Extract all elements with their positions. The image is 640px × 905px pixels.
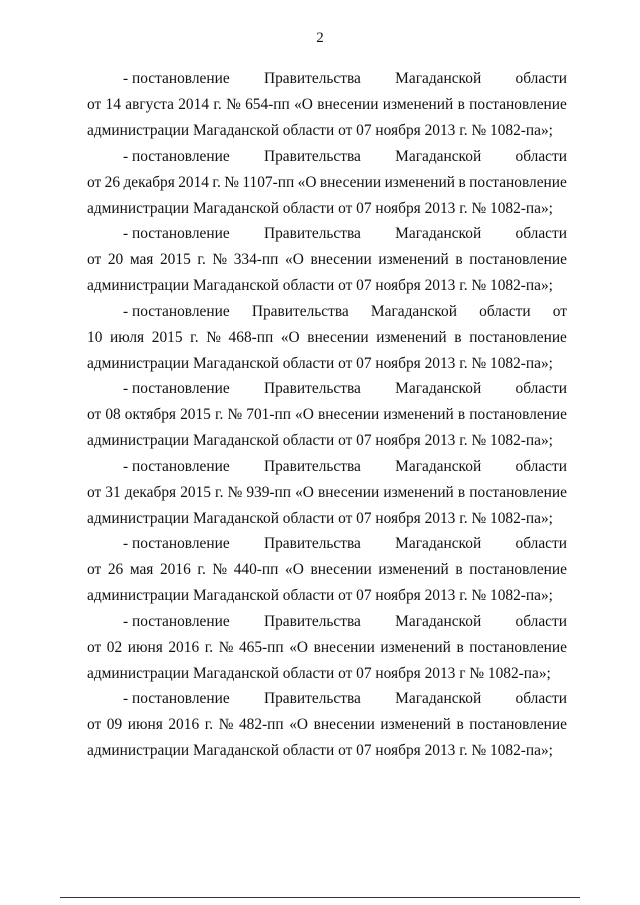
- word: 20: [107, 251, 124, 268]
- word: от: [552, 302, 567, 320]
- word: мая: [129, 561, 154, 578]
- word: Правительства: [264, 225, 361, 242]
- resolution-item: [87, 454, 567, 532]
- word: в: [457, 483, 466, 501]
- word: «О: [289, 638, 309, 656]
- word: в: [456, 716, 464, 733]
- word: 10: [87, 328, 103, 346]
- word: 2015: [180, 483, 211, 501]
- resolution-item: [87, 221, 567, 299]
- word: 31: [105, 483, 121, 501]
- word: внесении: [317, 96, 379, 113]
- word: в: [454, 328, 462, 346]
- word: 2014: [178, 96, 210, 113]
- word: внесении: [310, 561, 372, 578]
- resolution-item: [87, 299, 567, 377]
- word: от: [87, 173, 102, 191]
- word: внесении: [317, 483, 380, 501]
- resolution-line-3: администрации Магаданской области от 07 ноября 2013 г. № 1082-па»;: [87, 354, 553, 372]
- word: 2016: [159, 561, 191, 578]
- word: Магаданской: [395, 690, 482, 707]
- word: г.: [197, 561, 206, 578]
- word: изменений: [380, 716, 451, 733]
- word: в: [457, 96, 465, 113]
- word: 26: [104, 173, 121, 191]
- resolution-line-2: [87, 712, 567, 738]
- word: №: [227, 406, 243, 423]
- word: области: [515, 225, 567, 242]
- word: «О: [289, 716, 309, 733]
- word: Правительства: [251, 302, 349, 320]
- word: г.: [204, 638, 214, 656]
- word: изменений: [376, 328, 447, 346]
- word: г.: [213, 96, 222, 113]
- word: Правительства: [264, 612, 361, 630]
- word: 1107-пп: [242, 173, 295, 191]
- resolution-line-3: администрации Магаданской области от 07 ноября 2013 г. № 1082-па»;: [87, 277, 553, 294]
- word: 334-пп: [233, 251, 279, 268]
- word: - постановление: [123, 70, 230, 87]
- word: 482-пп: [238, 716, 284, 733]
- word: «О: [297, 173, 317, 191]
- word: Магаданской: [395, 225, 482, 242]
- resolution-item: [87, 66, 567, 144]
- word: 14: [105, 96, 121, 113]
- word: области: [515, 147, 567, 165]
- word: №: [218, 638, 234, 656]
- word: - постановление: [123, 535, 230, 552]
- resolution-line-3: администрации Магаданской области от 07 ноября 2013 г. № 1082-па»;: [87, 509, 553, 527]
- word: Правительства: [264, 380, 361, 397]
- word: постановление: [469, 406, 567, 423]
- word: июня: [127, 638, 163, 656]
- word: внесении: [310, 251, 372, 268]
- resolution-item: [87, 144, 567, 222]
- word: 440-пп: [233, 561, 279, 578]
- word: г.: [190, 328, 199, 346]
- word: 468-пп: [228, 328, 274, 346]
- word: изменений: [382, 96, 454, 113]
- word: постановление: [469, 173, 567, 191]
- word: - постановление: [123, 690, 230, 707]
- resolution-line-2: [87, 480, 567, 506]
- word: 2015: [151, 328, 183, 346]
- word: области: [515, 535, 567, 552]
- resolution-item: [87, 531, 567, 609]
- resolution-line-2: [87, 92, 567, 118]
- word: «О: [280, 328, 300, 346]
- word: внесении: [319, 173, 382, 191]
- bottom-rule: [60, 897, 580, 898]
- resolution-line-2: [87, 325, 567, 351]
- resolution-line-1: [87, 686, 567, 712]
- word: постановление: [469, 716, 567, 733]
- word: от: [87, 561, 102, 578]
- resolution-line-1: [87, 609, 567, 635]
- word: Магаданской: [395, 612, 482, 630]
- word: Магаданской: [395, 70, 482, 87]
- word: - постановление: [123, 380, 230, 397]
- word: №: [227, 483, 243, 501]
- word: от: [87, 483, 102, 501]
- resolution-line-3: администрации Магаданской области от 07 ноября 2013 г. № 1082-па»;: [87, 432, 553, 449]
- word: Правительства: [264, 535, 361, 552]
- word: июня: [127, 716, 163, 733]
- word: Магаданской: [395, 147, 482, 165]
- word: постановление: [469, 251, 567, 268]
- resolution-line-2: [87, 170, 567, 196]
- word: постановление: [469, 483, 567, 501]
- word: «О: [285, 561, 304, 578]
- resolution-line-1: [87, 221, 567, 247]
- word: постановление: [469, 328, 567, 346]
- word: августа: [125, 96, 174, 113]
- word: декабря: [123, 173, 175, 191]
- word: «О: [295, 406, 314, 423]
- word: Правительства: [264, 147, 361, 165]
- resolution-line-2: [87, 557, 567, 583]
- resolution-item: [87, 686, 567, 764]
- word: г.: [214, 406, 224, 423]
- word: области: [515, 380, 567, 397]
- word: от: [87, 406, 102, 423]
- word: от: [87, 251, 102, 268]
- word: постановление: [469, 638, 567, 656]
- word: 939-пп: [246, 483, 292, 501]
- resolution-line-1: [87, 454, 567, 480]
- word: изменений: [384, 173, 456, 191]
- word: 465-пп: [238, 638, 284, 656]
- word: - постановление: [123, 302, 230, 320]
- resolution-line-2: [87, 635, 567, 661]
- word: внесении: [313, 716, 375, 733]
- word: от: [87, 716, 102, 733]
- word: внесении: [307, 328, 369, 346]
- word: - постановление: [123, 457, 230, 475]
- resolution-line-1: [87, 531, 567, 557]
- word: 654-пп: [245, 96, 290, 113]
- word: Магаданской: [395, 535, 482, 552]
- word: г.: [215, 483, 224, 501]
- word: от: [87, 638, 102, 656]
- word: №: [218, 716, 234, 733]
- word: области: [515, 690, 567, 707]
- word: в: [455, 561, 463, 578]
- resolution-item: [87, 376, 567, 454]
- word: 2015: [180, 406, 211, 423]
- word: Магаданской: [370, 302, 457, 320]
- word: от: [87, 96, 102, 113]
- word: изменений: [378, 251, 449, 268]
- word: постановление: [469, 561, 567, 578]
- word: 09: [106, 716, 123, 733]
- word: изменений: [383, 483, 454, 501]
- word: - постановление: [123, 225, 230, 242]
- word: изменений: [380, 638, 451, 656]
- word: «О: [294, 96, 313, 113]
- word: - постановление: [123, 612, 230, 630]
- word: области: [515, 457, 567, 475]
- resolution-line-1: [87, 299, 567, 325]
- resolution-line-1: [87, 66, 567, 92]
- word: декабря: [124, 483, 177, 501]
- word: 02: [106, 638, 123, 656]
- word: Правительства: [264, 690, 361, 707]
- word: №: [212, 561, 228, 578]
- word: №: [206, 328, 221, 346]
- word: 26: [107, 561, 124, 578]
- word: №: [226, 96, 241, 113]
- word: г.: [212, 173, 221, 191]
- resolution-line-3: администрации Магаданской области от 07 ноября 2013 г. № 1082-па»;: [87, 742, 553, 759]
- word: июля: [110, 328, 145, 346]
- resolution-line-1: [87, 376, 567, 402]
- word: г.: [197, 251, 206, 268]
- word: «О: [285, 251, 304, 268]
- word: Магаданской: [395, 457, 482, 475]
- word: №: [212, 251, 228, 268]
- resolution-line-2: [87, 247, 567, 273]
- word: - постановление: [123, 147, 230, 165]
- word: области: [479, 302, 531, 320]
- word: Магаданской: [395, 380, 482, 397]
- resolution-line-3: администрации Магаданской области от 07 ноября 2013 г. № 1082-па»;: [87, 199, 553, 217]
- word: 2016: [168, 716, 200, 733]
- resolution-line-2: [87, 402, 567, 428]
- word: в: [457, 406, 466, 423]
- word: изменений: [378, 561, 449, 578]
- word: 08: [105, 406, 121, 423]
- word: мая: [129, 251, 154, 268]
- word: 2016: [168, 638, 200, 656]
- word: в: [458, 173, 466, 191]
- word: в: [455, 251, 463, 268]
- word: постановление: [469, 96, 567, 113]
- resolution-line-3: администрации Магаданской области от 07 ноября 2013 г. № 1082-па»;: [87, 587, 553, 604]
- resolution-line-3: администрации Магаданской области от 07 ноября 2013 г № 1082-па»;: [87, 664, 551, 682]
- word: 2014: [178, 173, 209, 191]
- word: внесении: [313, 638, 375, 656]
- word: внесении: [317, 406, 380, 423]
- word: 2015: [159, 251, 191, 268]
- word: в: [456, 638, 464, 656]
- page-number: 2: [316, 30, 324, 46]
- word: Правительства: [264, 70, 361, 87]
- resolution-line-1: [87, 144, 567, 170]
- word: 701-пп: [246, 406, 291, 423]
- word: области: [515, 70, 567, 87]
- resolution-line-3: администрации Магаданской области от 07 ноября 2013 г. № 1082-па»;: [87, 122, 553, 139]
- resolution-item: [87, 609, 567, 687]
- word: г.: [204, 716, 214, 733]
- word: октября: [124, 406, 176, 423]
- word: №: [224, 173, 239, 191]
- word: «О: [295, 483, 314, 501]
- word: области: [515, 612, 567, 630]
- word: изменений: [383, 406, 454, 423]
- word: Правительства: [264, 457, 361, 475]
